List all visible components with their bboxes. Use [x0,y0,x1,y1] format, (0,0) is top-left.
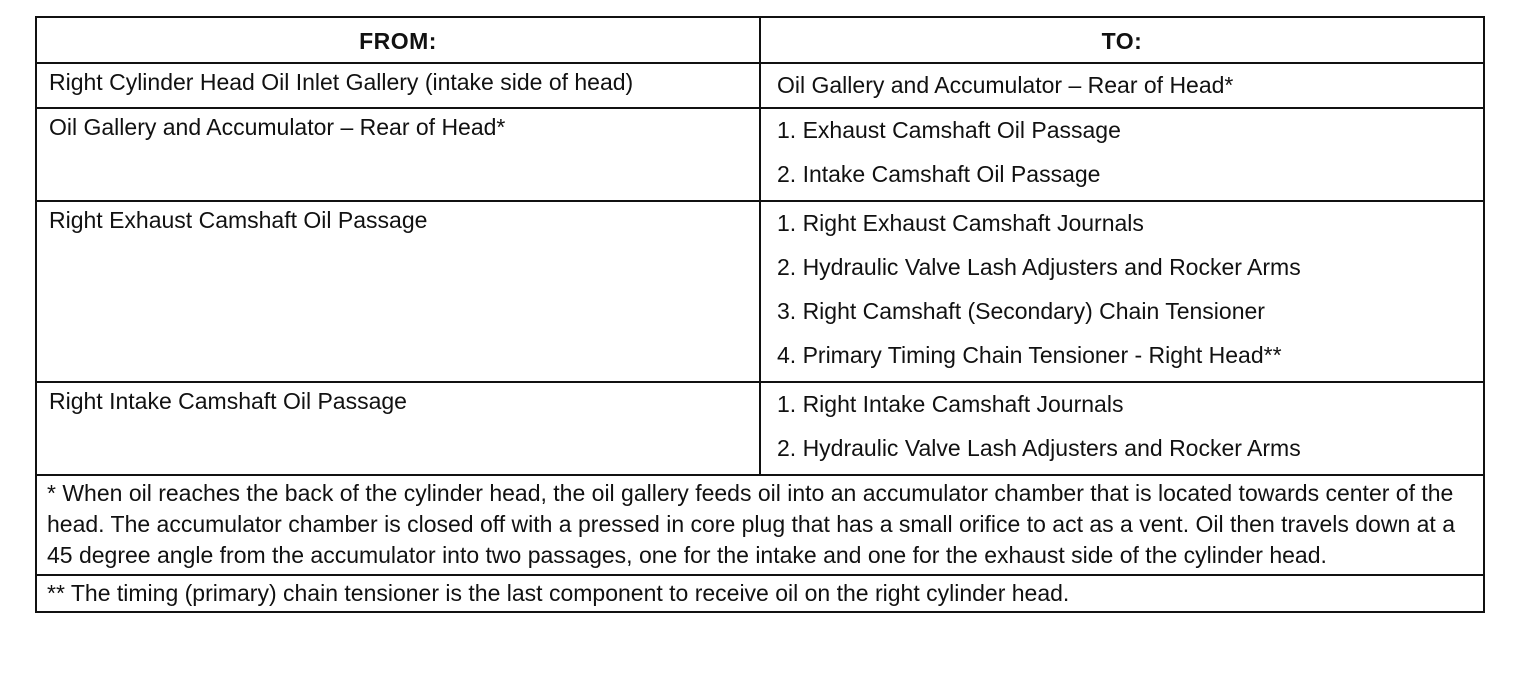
destination-item: 2. Intake Camshaft Oil Passage [777,160,1101,187]
table-row [36,201,1484,382]
footnote-accumulator: * When oil reaches the back of the cylinder head, the oil gallery feeds oil into an accumulator chamber that is located towards center of the head. The accumulator chamber is closed off with a pressed in core plug that has a small orifice to act as a vent. Oil then travels down at a 45 degree angle from the accumulator into two passages, one for the intake and one for the exhaust side of the cylinder head. [36,475,1484,575]
destination-item: 4. Primary Timing Chain Tensioner - Right Head** [777,341,1282,368]
footnote-row [36,575,1484,612]
destination-item: 1. Exhaust Camshaft Oil Passage [777,116,1121,143]
footnote-timing-chain: ** The timing (primary) chain tensioner is the last component to receive oil on the right cylinder head. [36,575,1484,612]
destination-item: 3. Right Camshaft (Secondary) Chain Tensioner [777,297,1265,324]
table-row [36,108,1484,201]
from-column-header: FROM: [36,17,760,63]
destination-item: 2. Hydraulic Valve Lash Adjusters and Rocker Arms [777,434,1301,461]
oil-flow-table-container [35,16,1483,613]
footnote-row [36,475,1484,575]
oil-flow-table [35,16,1485,613]
to-cell [760,63,1484,108]
to-column-header: TO: [760,17,1484,63]
from-cell: Oil Gallery and Accumulator – Rear of Head* [36,108,760,201]
from-cell: Right Exhaust Camshaft Oil Passage [36,201,760,382]
destination-item: 1. Right Exhaust Camshaft Journals [777,209,1144,236]
from-cell: Right Cylinder Head Oil Inlet Gallery (intake side of head) [36,63,760,108]
destination-item: Oil Gallery and Accumulator – Rear of Head* [777,71,1234,98]
table-row [36,382,1484,475]
to-cell [760,382,1484,475]
destination-item: 2. Hydraulic Valve Lash Adjusters and Rocker Arms [777,253,1301,280]
from-cell: Right Intake Camshaft Oil Passage [36,382,760,475]
destination-item: 1. Right Intake Camshaft Journals [777,390,1124,417]
to-cell [760,201,1484,382]
table-row [36,63,1484,108]
header-row [36,17,1484,63]
to-cell [760,108,1484,201]
